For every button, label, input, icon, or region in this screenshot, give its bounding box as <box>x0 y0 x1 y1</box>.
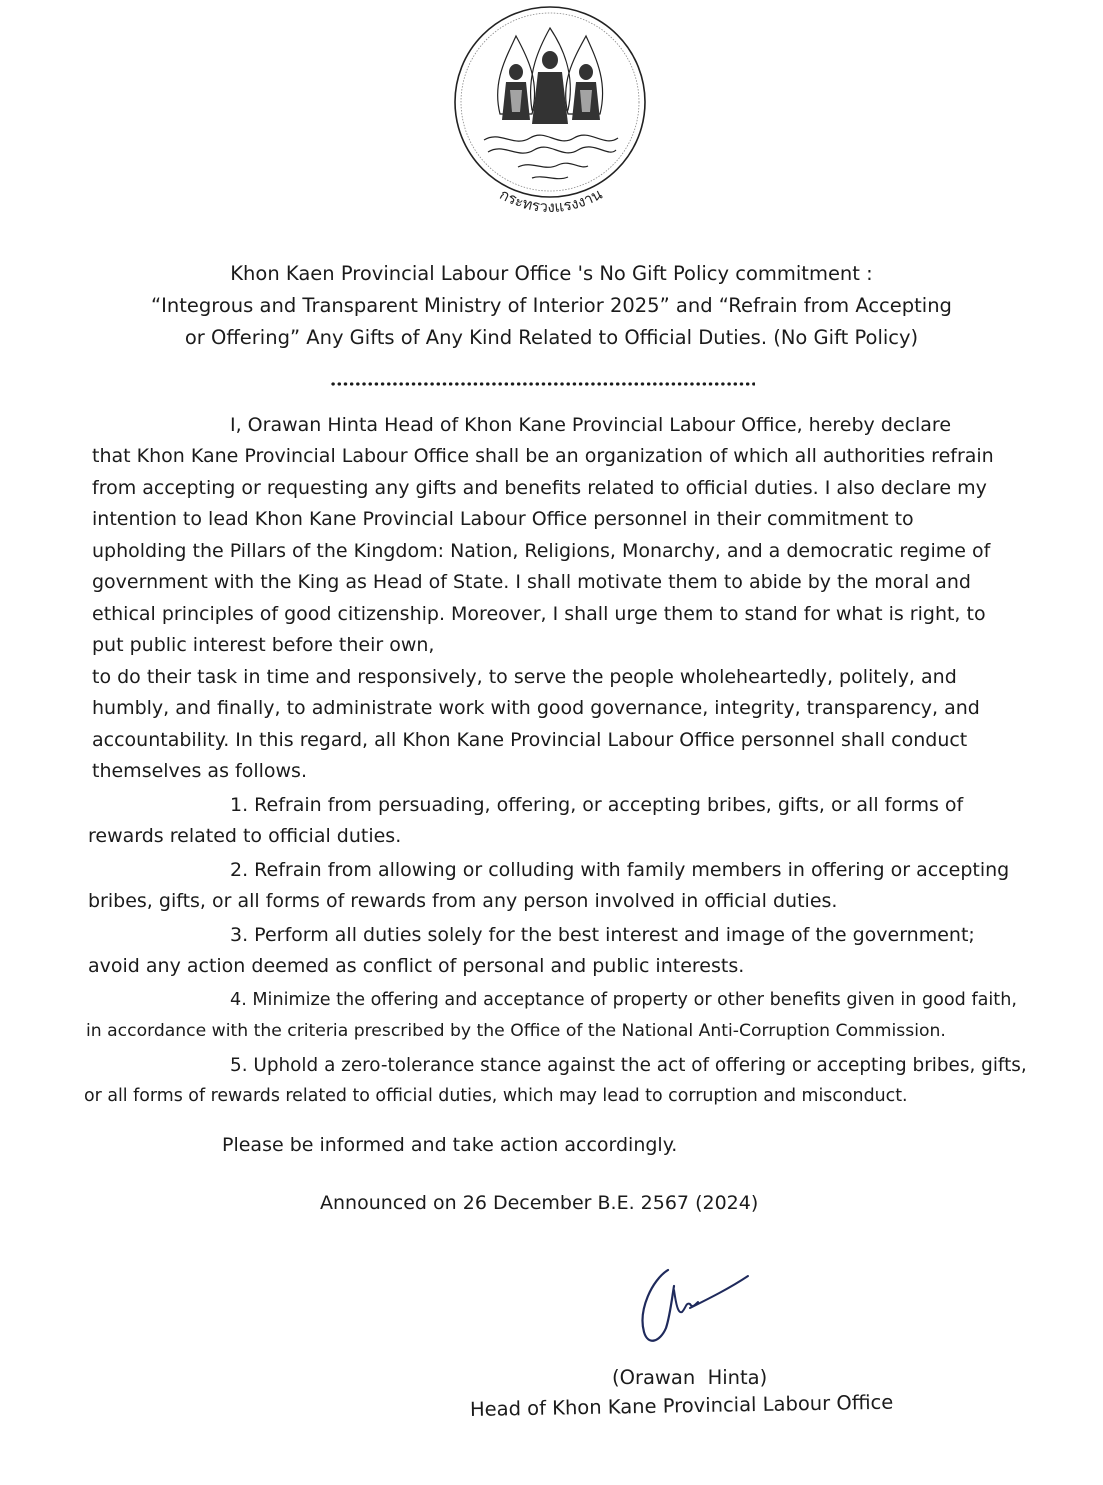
list-item-1: 1. Refrain from persuading, offering, or accepting bribes, gifts, or all forms of <box>230 794 964 816</box>
body-line: ethical principles of good citizenship. Moreover, I shall urge them to stand for what is right, to <box>92 603 986 625</box>
list-item-5-cont: or all forms of rewards related to official duties, which may lead to corruption and misconduct. <box>84 1086 908 1106</box>
list-item-3: 3. Perform all duties solely for the best interest and image of the government; <box>230 924 975 946</box>
body-line: themselves as follows. <box>92 760 307 782</box>
list-item-3-cont: avoid any action deemed as conflict of personal and public interests. <box>88 955 745 977</box>
body-line: put public interest before their own, <box>92 634 435 656</box>
body-line: that Khon Kane Provincial Labour Office shall be an organization of which all authorities refrain <box>92 445 994 467</box>
body-line: from accepting or requesting any gifts and benefits related to official duties. I also declare my <box>92 477 987 499</box>
handwritten-signature-icon <box>630 1262 760 1352</box>
title-line-1: Khon Kaen Provincial Labour Office 's No Gift Policy commitment : <box>230 262 873 285</box>
signer-name: (Orawan Hinta) <box>612 1366 768 1389</box>
document-title <box>100 258 1003 354</box>
list-item-4: 4. Minimize the offering and acceptance of property or other benefits given in good faith, <box>230 990 1017 1010</box>
body-line: upholding the Pillars of the Kingdom: Nation, Religions, Monarchy, and a democratic regime of <box>92 540 991 562</box>
signer-title: Head of Khon Kane Provincial Labour Office <box>469 1390 894 1421</box>
title-line-2: “Integrous and Transparent Ministry of Interior 2025” and “Refrain from Accepting <box>151 294 952 317</box>
body-line: humbly, and finally, to administrate work with good governance, integrity, transparency, and <box>92 697 980 719</box>
body-line: I, Orawan Hinta Head of Khon Kane Provincial Labour Office, hereby declare <box>230 414 952 436</box>
ministry-of-labour-seal-icon <box>440 2 660 234</box>
list-item-5: 5. Uphold a zero-tolerance stance against the act of offering or accepting bribes, gifts, <box>230 1055 1027 1076</box>
body-line: intention to lead Khon Kane Provincial Labour Office personnel in their commitment to <box>92 508 914 530</box>
body-line: to do their task in time and responsively, to serve the people wholeheartedly, politely, and <box>92 666 957 688</box>
list-item-2: 2. Refrain from allowing or colluding with family members in offering or accepting <box>230 859 1010 881</box>
svg-text:กระทรวงแรงงาน: กระทรวงแรงงาน <box>496 184 606 217</box>
list-item-2-cont: bribes, gifts, or all forms of rewards from any person involved in official duties. <box>88 890 838 912</box>
dotted-divider <box>330 381 755 387</box>
list-item-4-cont: in accordance with the criteria prescribed by the Office of the National Anti-Corruption Commission. <box>86 1021 946 1041</box>
title-line-3: or Offering” Any Gifts of Any Kind Related to Official Duties. (No Gift Policy) <box>184 326 919 349</box>
closing-line: Please be informed and take action accordingly. <box>222 1134 678 1156</box>
body-line: accountability. In this regard, all Khon Kane Provincial Labour Office personnel shall conduct <box>92 729 968 751</box>
announcement-date: Announced on 26 December B.E. 2567 (2024) <box>320 1192 759 1214</box>
list-item-1-cont: rewards related to official duties. <box>88 825 402 847</box>
body-line: government with the King as Head of State. I shall motivate them to abide by the moral and <box>92 571 971 593</box>
